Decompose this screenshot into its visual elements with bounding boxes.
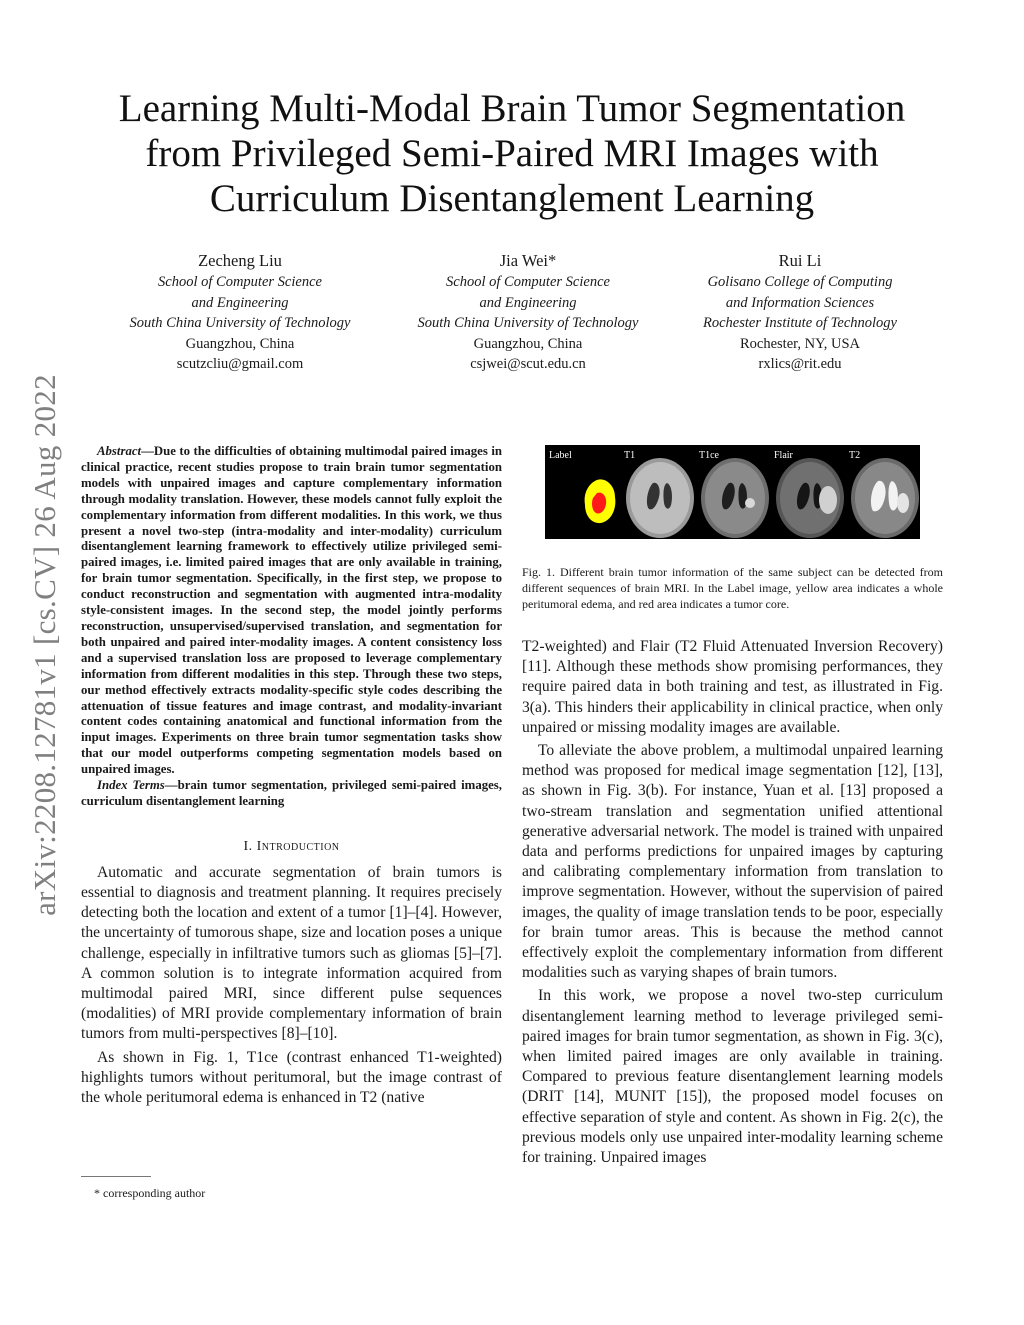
title-line-3: Curriculum Disentanglement Learning <box>209 177 815 220</box>
author-email: csjwei@scut.edu.cn <box>470 356 586 372</box>
t1-panel <box>626 458 694 538</box>
author-institution: South China University of Technology <box>417 315 639 331</box>
author-city: Guangzhou, China <box>473 335 583 352</box>
author-institution: South China University of Technology <box>129 315 351 331</box>
author-1 <box>95 250 385 375</box>
intro-right-text <box>522 637 943 1168</box>
fig-label-t1ce: T1ce <box>699 450 719 461</box>
fig-label-t2: T2 <box>849 450 861 461</box>
left-column <box>81 444 502 1108</box>
index-terms-text: —brain tumor segmentation, privileged semi-paired images, curriculum disentanglement learning <box>81 778 502 808</box>
author-dept: School of Computer Science <box>158 274 322 290</box>
paragraph: To alleviate the above problem, a multimodal unpaired learning method was proposed for medical image segmentation [12], [13], as shown in Fig. 3(b). For instance, Yuan et al. [13] proposed a two-stream translation and segmentation unified attentional generative adversarial network. The model is trained with unpaired data and performs predictions for unpaired images by capturing and calibrating complementary information from translation to improve segmentation. However, without the supervision of paired images, the quality of image translation tends to be poor, especially for brain tumor areas. This is because the method cannot effectively exploit the complementary information from different modalities such as varying shapes of brain tumors. <box>522 742 943 982</box>
author-dept: School of Computer Science <box>446 274 610 290</box>
author-city: Rochester, NY, USA <box>740 335 860 352</box>
paper-title <box>80 86 944 221</box>
author-institution: Rochester Institute of Technology <box>703 315 897 331</box>
abstract-label: Abstract <box>97 444 142 458</box>
fig-label-t1: T1 <box>624 450 636 461</box>
footnote-rule <box>81 1176 151 1177</box>
author-dept: and Engineering <box>479 294 577 311</box>
figure-1 <box>545 445 920 539</box>
author-email: scutzcliu@gmail.com <box>176 356 304 372</box>
figure-caption: Fig. 1. Different brain tumor information of the same subject can be detected from different sequences of brain MRI. In the Label image, yellow area indicates a whole peritumoral edema, and red area indicates a tumor core. <box>522 565 943 611</box>
title-line-2: from Privileged Semi-Paired MRI Images with <box>145 132 879 175</box>
right-column <box>522 444 943 1168</box>
flair-panel <box>776 458 844 538</box>
author-3 <box>655 250 945 375</box>
author-dept: Golisano College of Computing <box>707 274 893 290</box>
intro-left-text <box>81 863 502 1108</box>
abstract <box>81 444 502 810</box>
fig-label-flair: Flair <box>774 450 793 461</box>
author-name: Zecheng Liu <box>198 251 282 270</box>
paragraph: Automatic and accurate segmentation of brain tumors is essential to diagnosis and treatment planning. It requires precisely detecting both the location and extent of a tumor [1]–[4]. However, the uncertainty of tumorous shape, size and location poses a unique challenge, especially in infiltrative tumors such as gliomas [5]–[7]. A common solution is to integrate information acquired from multimodal paired MRI, since different pulse sequences (modalities) of MRI provide complementary information of brain tumors from multi-perspectives [8]–[10]. <box>81 863 502 1043</box>
abstract-text: —Due to the difficulties of obtaining multimodal paired images in clinical practice, recent studies propose to train brain tumor segmentation models with unpaired images and capture complementary information through modality translation. However, these models cannot fully exploit the complementary information from different modalities. In this work, we thus present a novel two-step (intra-modality and inter-modality) curriculum disentanglement learning framework to effectively utilize privileged semi-paired images, i.e. limited paired images that are only available in training, for brain tumor segmentation. Specifically, in the first step, we propose to conduct reconstruction and segmentation with augmented intra-modality style-consistent images. In the second step, the model jointly performs reconstruction, unsupervised/supervised translation, and segmentation for both unpaired and paired inter-modality images. A content consistency loss and a supervised translation loss are proposed to leverage complementary information from different modalities in this step. Through these two steps, our method effectively extracts modality-specific style codes describing the attenuation of tissue features and image contrast, and modality-invariant content codes containing anatomical and functional information from the input images. Experiments on three brain tumor segmentation tasks show that our model outperforms competing segmentation models based on unpaired images. <box>81 444 502 777</box>
author-dept: and Information Sciences <box>725 294 875 311</box>
index-terms-label: Index Terms <box>97 778 165 793</box>
paragraph: As shown in Fig. 1, T1ce (contrast enhanced T1-weighted) highlights tumors without peritumoral, but the image contrast of the whole peritumoral edema is enhanced in T2 (native <box>81 1048 502 1107</box>
footnote: * corresponding author <box>94 1186 206 1200</box>
paragraph: In this work, we propose a novel two-step curriculum disentanglement learning method to leverage privileged semi-paired images for brain tumor segmentation, as shown in Fig. 3(c), when limited paired images are only available in training. Compared to previous feature disentanglement learning models (DRIT [14], MUNIT [15]), the proposed model focuses on effective separation of style and content. As shown in Fig. 2(c), the previous models only use unpaired inter-modality learning scheme for training. Unpaired images <box>522 987 943 1167</box>
arxiv-identifier: arXiv:2208.12781v1 [cs.CV] 26 Aug 2022 <box>27 374 62 916</box>
author-dept: and Engineering <box>191 294 289 311</box>
author-name: Rui Li <box>778 251 822 270</box>
t2-panel <box>851 458 919 538</box>
author-email: rxlics@rit.edu <box>758 356 842 372</box>
title-line-1: Learning Multi-Modal Brain Tumor Segmentation <box>118 87 906 130</box>
author-name: Jia Wei* <box>499 251 557 270</box>
paragraph: T2-weighted) and Flair (T2 Fluid Attenuated Inversion Recovery) [11]. Although these methods show promising performances, they require paired data in both training and test, as illustrated in Fig. 3(a). This hinders their applicability in clinical practice, when only unpaired or missing modality images are available. <box>522 638 943 736</box>
fig-label-label: Label <box>549 450 572 461</box>
author-block <box>90 250 970 380</box>
author-2 <box>383 250 673 375</box>
t1ce-panel <box>701 458 769 538</box>
section-heading: I. Introduction <box>243 838 340 854</box>
mri-panels <box>545 445 920 539</box>
author-city: Guangzhou, China <box>185 335 295 352</box>
